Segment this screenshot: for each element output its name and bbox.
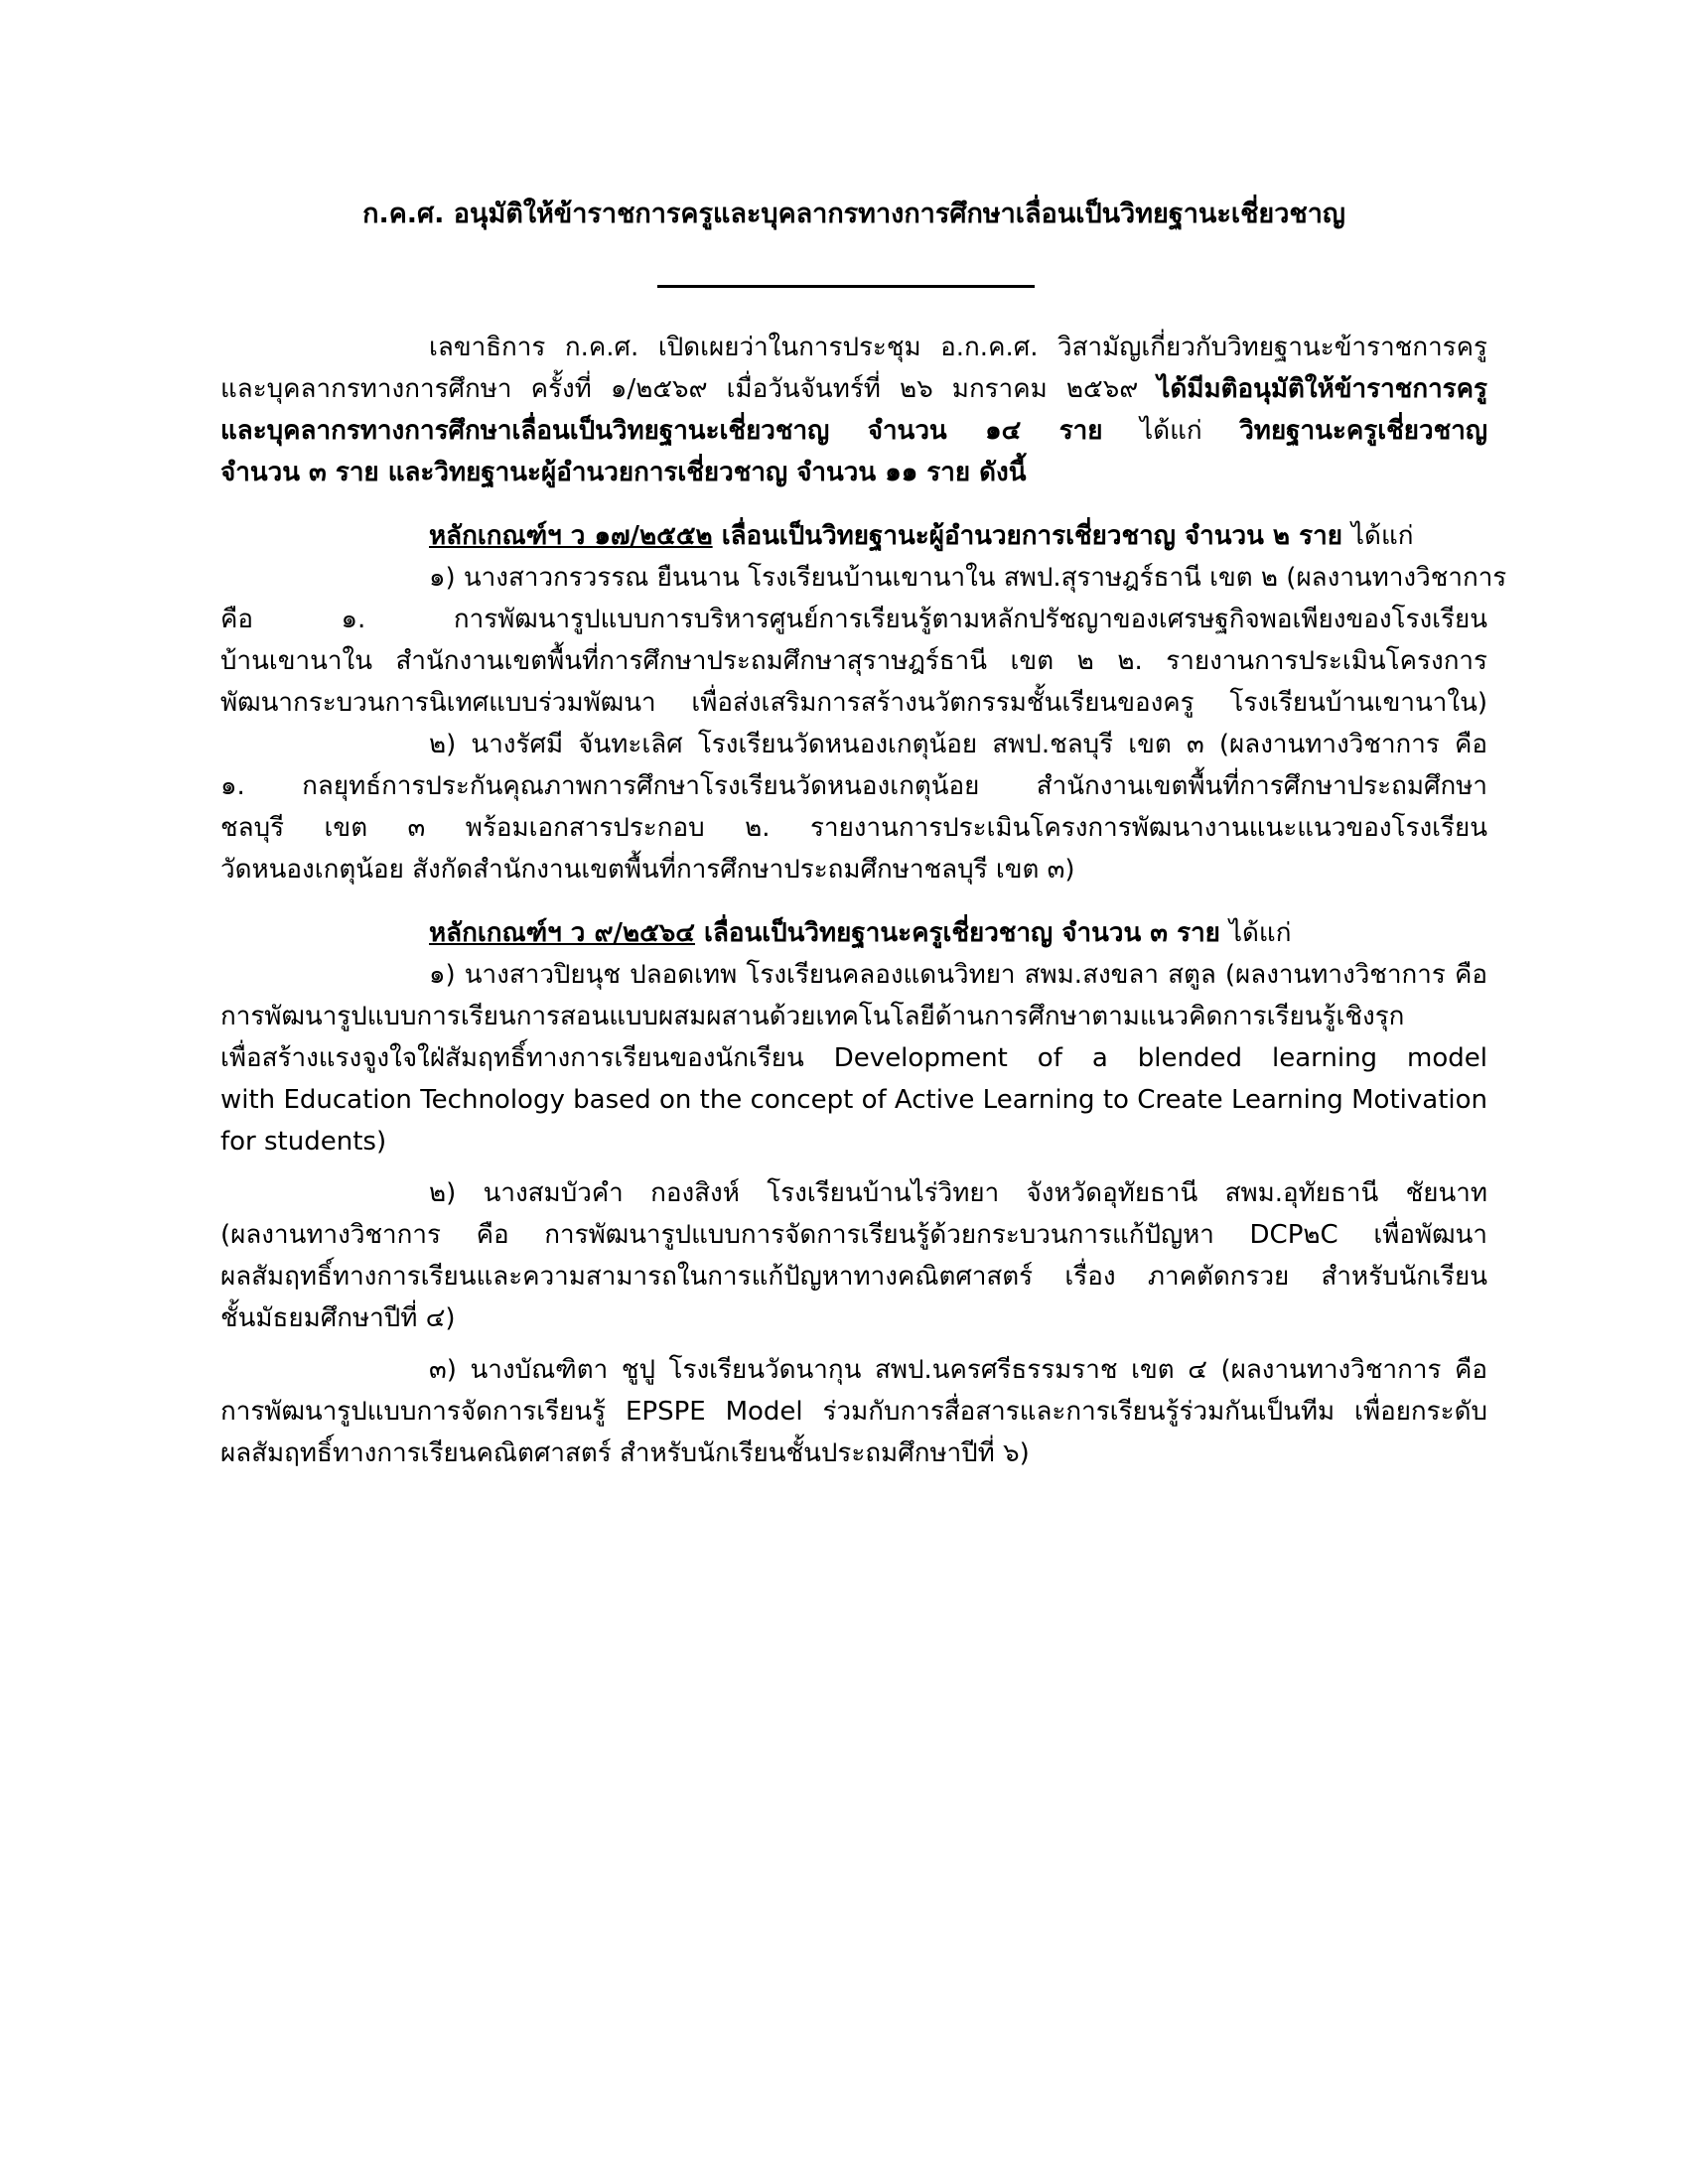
section2-heading (429, 913, 1487, 953)
s2-item1-line2: การพัฒนารูปแบบการเรียนการสอนแบบผสมผสานด้วยเทคโนโลยีด้านการศึกษาตามแนวคิดการเรียนรู้เชิงรุก (220, 1002, 1405, 1031)
s1-item1-line2: คือ ๑. การพัฒนารูปแบบการบริหารศูนย์การเรียนรู้ตามหลักปรัชญาของเศรษฐกิจพอเพียงของโรงเรียน (220, 605, 1487, 634)
s1-item2-line1: ๒) นางรัศมี จันทะเลิศ โรงเรียนวัดหนองเกตุน้อย สพป.ชลบุรี เขต ๓ (ผลงานทางวิชาการ คือ (429, 730, 1487, 759)
section2-heading-text: เลื่อนเป็นวิทยฐานะครูเชี่ยวชาญ จำนวน ๓ ราย (695, 918, 1229, 948)
section2-heading-tail: ได้แก่ (1228, 918, 1292, 948)
section1-heading (429, 516, 1487, 556)
intro-total-count: และบุคลากรทางการศึกษาเลื่อนเป็นวิทยฐานะเชี่ยวชาญ จำนวน ๑๔ ราย (220, 416, 1103, 446)
intro-line-2 (220, 369, 1487, 409)
s1-item2-line4: วัดหนองเกตุน้อย สังกัดสำนักงานเขตพื้นที่การศึกษาประถมศึกษาชลบุรี เขต ๓) (220, 855, 1075, 885)
s1-item1-line3: บ้านเขานาใน สำนักงานเขตพื้นที่การศึกษาประถมศึกษาสุราษฎร์ธานี เขต ๒ ๒. รายงานการประเมินโครงการ (220, 646, 1487, 676)
s1-item2-line2: ๑. กลยุทธ์การประกันคุณภาพการศึกษาโรงเรียนวัดหนองเกตุน้อย สำนักงานเขตพื้นที่การศึกษาประถมศึกษา (220, 771, 1487, 801)
document-title: ก.ค.ศ. อนุมัติให้ข้าราชการครูและบุคลากรทางการศึกษาเลื่อนเป็นวิทยฐานะเชี่ยวชาญ (362, 199, 1345, 229)
s2-item2-line2: (ผลงานทางวิชาการ คือ การพัฒนารูปแบบการจัดการเรียนรู้ด้วยกระบวนการแก้ปัญหา DCP๒C เพื่อพัฒนา (220, 1220, 1487, 1250)
intro-line-4: จำนวน ๓ ราย และวิทยฐานะผู้อำนวยการเชี่ยวชาญ จำนวน ๑๑ ราย ดังนี้ (220, 458, 1027, 487)
s2-item2-line4: ชั้นมัธยมศึกษาปีที่ ๔) (220, 1303, 456, 1333)
s1-item1-line1: ๑) นางสาวกรวรรณ ยืนนาน โรงเรียนบ้านเขานาใน สพป.สุราษฎร์ธานี เขต ๒ (ผลงานทางวิชาการ (429, 563, 1507, 593)
intro-resolution-text: ได้มีมติอนุมัติให้ข้าราชการครู (1157, 374, 1487, 404)
s2-item3-line2: การพัฒนารูปแบบการจัดการเรียนรู้ EPSPE Model ร่วมกับการสื่อสารและการเรียนรู้ร่วมกันเป็นทีม เพื่อยกระดับ (220, 1397, 1487, 1427)
section2-criteria: หลักเกณฑ์ฯ ว ๙/๒๕๖๔ (429, 918, 695, 948)
s2-item1-line5: for students) (220, 1127, 387, 1157)
section1-heading-text: เลื่อนเป็นวิทยฐานะผู้อำนวยการเชี่ยวชาญ จำนวน ๒ ราย (712, 521, 1351, 551)
s2-item2-line1: ๒) นางสมบัวคำ กองสิงห์ โรงเรียนบ้านไร่วิทยา จังหวัดอุทัยธานี สพม.อุทัยธานี ชัยนาท (429, 1178, 1487, 1208)
s2-item1-line1: ๑) นางสาวปิยนุช ปลอดเทพ โรงเรียนคลองแดนวิทยา สพม.สงขลา สตูล (ผลงานทางวิชาการ คือ (429, 960, 1487, 990)
section1-heading-tail: ได้แก่ (1350, 521, 1414, 551)
title-divider (657, 285, 1035, 288)
s1-item2-line3: ชลบุรี เขต ๓ พร้อมเอกสารประกอบ ๒. รายงานการประเมินโครงการพัฒนางานแนะแนวของโรงเรียน (220, 813, 1487, 843)
intro-line-3 (220, 411, 1487, 451)
intro-namely: ได้แก่ (1102, 416, 1240, 446)
s2-item1-line3: เพื่อสร้างแรงจูงใจใฝ่สัมฤทธิ์ทางการเรียนของนักเรียน Development of a blended learning model (220, 1043, 1487, 1073)
intro-meeting-text: และบุคลากรทางการศึกษา ครั้งที่ ๑/๒๕๖๙ เมื่อวันจันทร์ที่ ๒๖ มกราคม ๒๕๖๙ (220, 374, 1158, 404)
s2-item2-line3: ผลสัมฤทธิ์ทางการเรียนและความสามารถในการแก้ปัญหาทางคณิตศาสตร์ เรื่อง ภาคตัดกรวย สำหรับนักเรียน (220, 1262, 1487, 1292)
intro-line-1: เลขาธิการ ก.ค.ศ. เปิดเผยว่าในการประชุม อ.ก.ค.ศ. วิสามัญเกี่ยวกับวิทยฐานะข้าราชการครู (429, 333, 1487, 362)
section1-criteria: หลักเกณฑ์ฯ ว ๑๗/๒๕๕๒ (429, 521, 713, 551)
s1-item1-line4: พัฒนากระบวนการนิเทศแบบร่วมพัฒนา เพื่อส่งเสริมการสร้างนวัตกรรมชั้นเรียนของครู โรงเรียนบ้านเขานาใน) (220, 688, 1487, 718)
s2-item3-line1: ๓) นางบัณฑิตา ชูปู โรงเรียนวัดนากุน สพป.นครศรีธรรมราช เขต ๔ (ผลงานทางวิชาการ คือ (429, 1355, 1487, 1385)
intro-teacher-expert: วิทยฐานะครูเชี่ยวชาญ (1239, 416, 1487, 446)
s2-item3-line3: ผลสัมฤทธิ์ทางการเรียนคณิตศาสตร์ สำหรับนักเรียนชั้นประถมศึกษาปีที่ ๖) (220, 1438, 1030, 1468)
s2-item1-line4: with Education Technology based on the concept of Active Learning to Create Learning Motivation (220, 1085, 1487, 1115)
